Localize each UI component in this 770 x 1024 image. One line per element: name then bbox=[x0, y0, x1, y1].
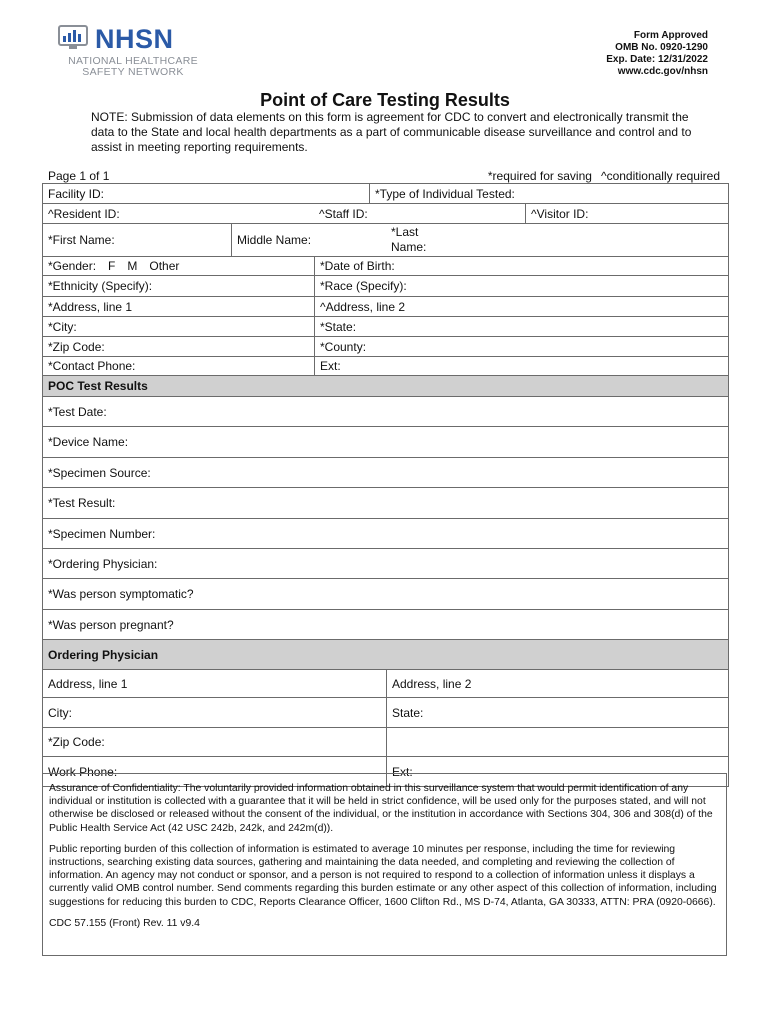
approval-line: OMB No. 0920-1290 bbox=[615, 42, 708, 53]
visitor-id-field[interactable]: ^Visitor ID: bbox=[525, 204, 728, 223]
address-line2-field[interactable]: ^Address, line 2 bbox=[314, 297, 728, 316]
physician-row bbox=[43, 728, 728, 757]
confidentiality-text: Assurance of Confidentiality: The voluntarily provided information obtained in this surveillance system that would permit identification of any individual or institution is collected with a guarantee that it will be held in strict confidence, will be used only for the purposes stated, and will not otherwise be disclosed or released without the consent of the individual, or the institution in accordance with Sections 304, 306 and 308(d) of the Public Health Service Act (42 USC 242b, 242k, and 242m(d)). bbox=[49, 783, 713, 834]
dob-field[interactable]: *Date of Birth: bbox=[314, 257, 728, 275]
gender-label: *Gender: bbox=[48, 259, 97, 273]
race-field[interactable]: *Race (Specify): bbox=[314, 276, 728, 296]
gender-option-other[interactable]: Other bbox=[149, 259, 180, 273]
burden-text: Public reporting burden of this collection of information is estimated to average 10 minutes per response, including the time for reviewing instructions, searching existing data sources, gathering and maintaining the data needed, and completing and reviewing the collection of information. An agency may not conduct or sponsor, and a person is not required to respond to a collection of information unless it displays a currently valid OMB control number. Send comments regarding this burden estimate or any other aspect of this collection of information, including suggestions for reducing this burden to CDC, Reports Clearance Officer, 1600 Clifton Rd., MS D-74, Atlanta, GA 30333, ATTN: PRA (0920-0666). bbox=[49, 843, 717, 908]
ext-field[interactable]: Ext: bbox=[314, 357, 728, 375]
zip-field[interactable]: *Zip Code: bbox=[48, 339, 105, 354]
page-number: Page 1 of 1 bbox=[48, 169, 110, 183]
required-legend bbox=[488, 169, 720, 183]
logo-wordmark: NHSN bbox=[95, 24, 174, 54]
poc-row bbox=[43, 427, 728, 458]
ethnicity-field[interactable]: *Ethnicity (Specify): bbox=[48, 279, 153, 293]
physician-work-phone-field[interactable]: Work Phone: bbox=[48, 764, 118, 779]
form-row bbox=[43, 317, 728, 337]
submission-note: NOTE: Submission of data elements on this form is agreement for CDC to convert and electronically transmit the data to the State and local health departments as a part of communicable disease surveillance and control and to assist in meeting reporting requirements. bbox=[91, 110, 692, 154]
specimen-source-field[interactable]: *Specimen Source: bbox=[48, 465, 151, 480]
form-row bbox=[43, 357, 728, 376]
logo-line-1: NATIONAL HEALTHCARE bbox=[68, 55, 198, 67]
symptomatic-field[interactable]: *Was person symptomatic? bbox=[48, 587, 194, 601]
form-row bbox=[43, 276, 728, 297]
poc-row bbox=[43, 488, 728, 519]
last-name-field[interactable] bbox=[386, 224, 728, 256]
pregnant-field[interactable]: *Was person pregnant? bbox=[48, 617, 174, 632]
conditional-legend-text: ^conditionally required bbox=[600, 169, 720, 183]
monitor-chart-icon bbox=[58, 24, 90, 52]
last-name-label-2: Name: bbox=[391, 240, 427, 254]
facility-id-field[interactable]: Facility ID: bbox=[48, 186, 105, 201]
last-name-label-1: *Last bbox=[391, 225, 419, 239]
form-row bbox=[43, 184, 728, 204]
city-field[interactable]: *City: bbox=[48, 319, 77, 334]
middle-name-field[interactable]: Middle Name: bbox=[231, 224, 371, 256]
form-row bbox=[43, 257, 728, 276]
approval-url: www.cdc.gov/nhsn bbox=[617, 66, 708, 77]
physician-city-field[interactable]: City: bbox=[48, 705, 72, 720]
physician-address2-field[interactable]: Address, line 2 bbox=[386, 670, 728, 697]
individual-type-field[interactable]: *Type of Individual Tested: bbox=[369, 184, 728, 203]
poc-form bbox=[42, 183, 729, 787]
form-row bbox=[43, 204, 728, 224]
test-result-field[interactable]: *Test Result: bbox=[48, 496, 116, 510]
physician-row bbox=[43, 698, 728, 728]
physician-zip-field[interactable]: *Zip Code: bbox=[48, 735, 105, 749]
specimen-number-field[interactable]: *Specimen Number: bbox=[48, 526, 156, 541]
physician-row bbox=[43, 670, 728, 698]
resident-id-field[interactable]: ^Resident ID: bbox=[48, 206, 120, 221]
gender-option-m[interactable]: M bbox=[127, 259, 138, 273]
form-row bbox=[43, 224, 728, 257]
poc-section-title: POC Test Results bbox=[48, 379, 148, 393]
form-row bbox=[43, 297, 728, 317]
state-field[interactable]: *State: bbox=[314, 317, 728, 336]
physician-address1-field[interactable]: Address, line 1 bbox=[48, 676, 128, 691]
poc-row bbox=[43, 519, 728, 549]
poc-row bbox=[43, 458, 728, 488]
first-name-field[interactable]: *First Name: bbox=[48, 233, 115, 247]
address-line1-field[interactable]: *Address, line 1 bbox=[48, 299, 133, 314]
poc-row bbox=[43, 610, 728, 640]
physician-ext-field[interactable]: Ext: bbox=[386, 757, 728, 786]
physician-state-field[interactable]: State: bbox=[386, 698, 728, 727]
gender-field bbox=[43, 257, 314, 275]
approval-line: Exp. Date: 12/31/2022 bbox=[606, 54, 708, 65]
physician-section-header bbox=[43, 640, 728, 670]
device-name-field[interactable]: *Device Name: bbox=[48, 435, 129, 449]
page-title: Point of Care Testing Results bbox=[260, 90, 510, 110]
disclosure-box bbox=[42, 773, 727, 956]
ordering-physician-field[interactable]: *Ordering Physician: bbox=[48, 556, 158, 571]
poc-row bbox=[43, 579, 728, 610]
form-id: CDC 57.155 (Front) Rev. 11 v9.4 bbox=[49, 917, 200, 929]
contact-phone-field[interactable]: *Contact Phone: bbox=[48, 359, 136, 373]
poc-row bbox=[43, 549, 728, 579]
test-date-field[interactable]: *Test Date: bbox=[48, 404, 107, 419]
nhsn-logo bbox=[58, 24, 208, 80]
staff-id-field[interactable]: ^Staff ID: bbox=[319, 206, 368, 221]
county-field[interactable]: *County: bbox=[314, 337, 728, 356]
logo-line-2: SAFETY NETWORK bbox=[82, 66, 184, 78]
logo-subtitle bbox=[58, 56, 208, 78]
omb-approval-block bbox=[606, 30, 708, 78]
approval-line: Form Approved bbox=[633, 30, 708, 41]
required-legend-text: *required for saving bbox=[487, 169, 592, 183]
physician-section-title: Ordering Physician bbox=[48, 647, 159, 662]
gender-option-f[interactable]: F bbox=[108, 259, 116, 273]
poc-row bbox=[43, 397, 728, 427]
physician-blank-cell bbox=[386, 728, 728, 756]
form-row bbox=[43, 337, 728, 357]
poc-section-header bbox=[43, 376, 728, 397]
